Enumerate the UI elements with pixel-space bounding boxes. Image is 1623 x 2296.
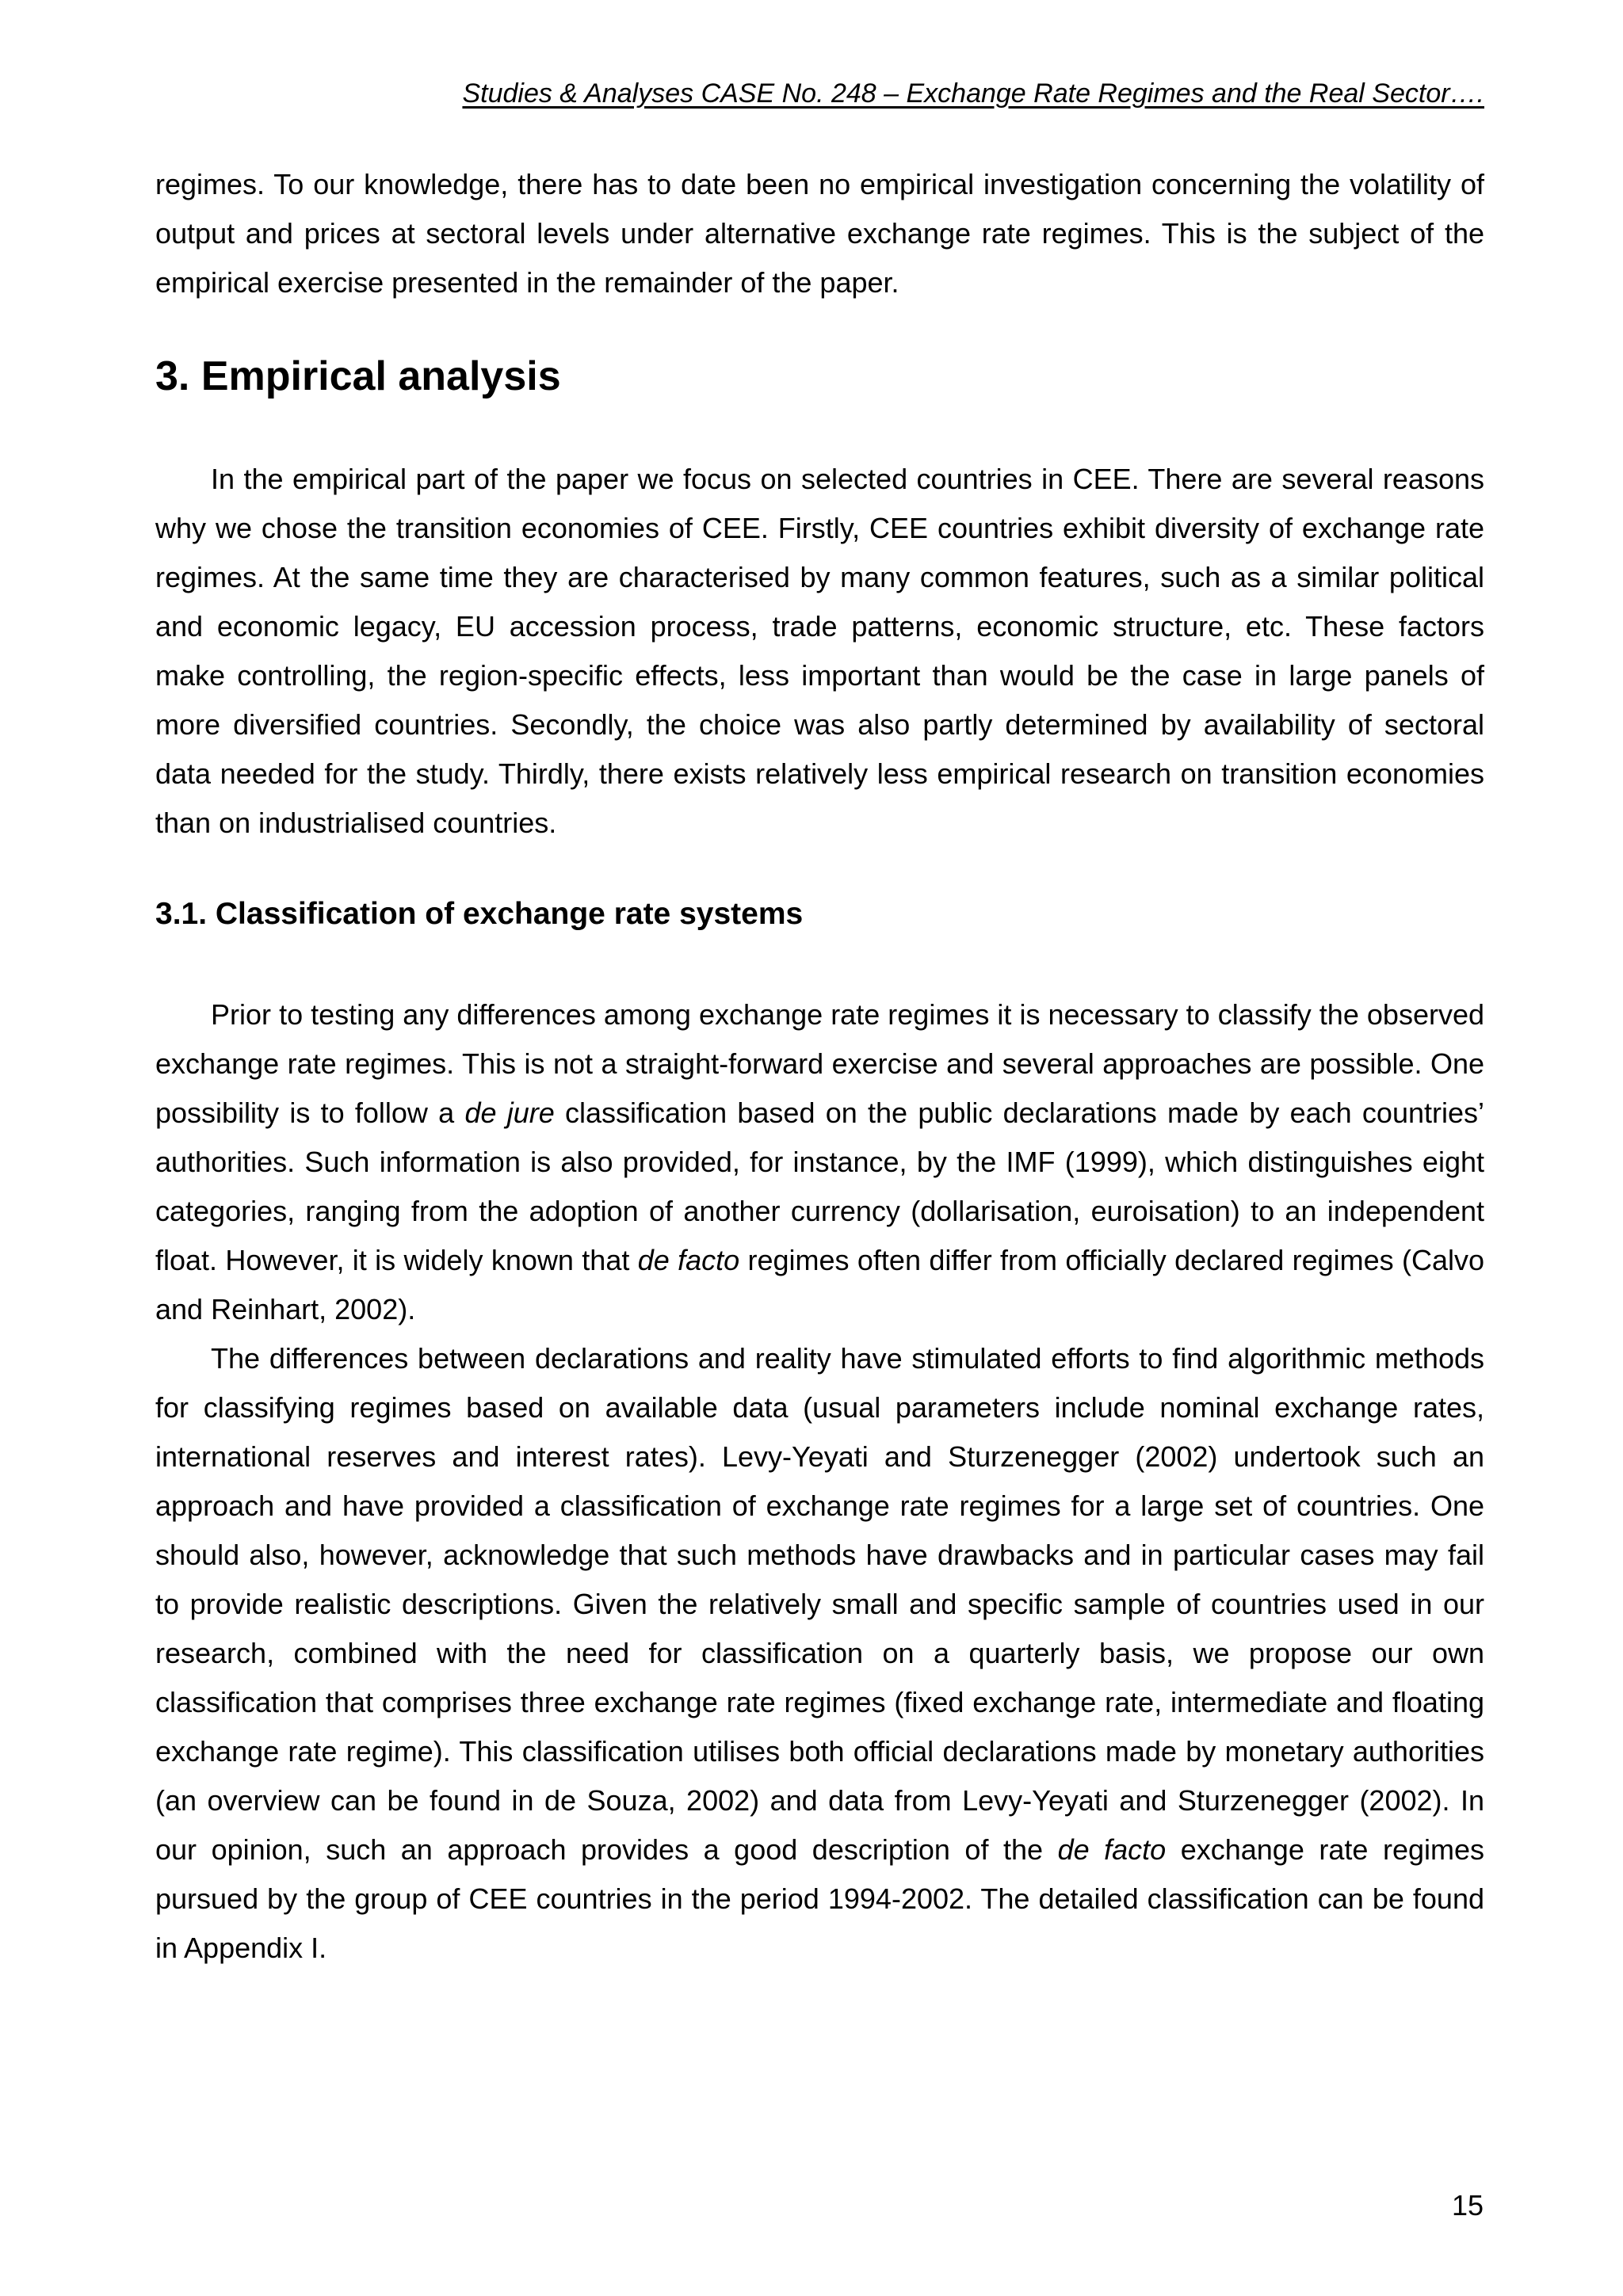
p1-emphasis-de-jure: de jure: [464, 1097, 555, 1129]
p1-text-b: classification based on the public declarations made by each countries’ authorities. Such information is also provided, for instance, by the IMF (1999), which distinguishes eight categories, ranging from the adoption of another currency (dollarisation, euroisation) to an independent float. However, it is widely known that: [155, 1097, 1485, 1276]
p2-text-a: The differences between declarations and reality have stimulated efforts to find algorithmic methods for classifying regimes based on available data (usual parameters include nominal exchange rates, international reserves and interest rates). Levy-Yeyati and Sturzenegger (2002) undertook such an approach and have provided a classification of exchange rate regimes for a large set of countries. One should also, however, acknowledge that such methods have drawbacks and in particular cases may fail to provide realistic descriptions. Given the relatively small and specific sample of countries used in our research, combined with the need for classification on a quarterly basis, we propose our own classification that comprises three exchange rate regimes (fixed exchange rate, intermediate and floating exchange rate regime). This classification utilises both official declarations made by monetary authorities (an overview can be found in de Souza, 2002) and data from Levy-Yeyati and Sturzenegger (2002). In our opinion, such an approach provides a good description of the: [155, 1342, 1484, 1866]
p1-text-a: Prior to testing any differences among exchange rate regimes it is necessary to classify the observed exchange rate regimes. This is not a straight-forward exercise and several approaches are possible. One possibility is to follow a: [155, 998, 1484, 1129]
subsection-body: [155, 990, 1484, 1973]
p2-emphasis-de-facto: de facto: [1057, 1833, 1167, 1866]
p2-text-b: exchange rate regimes pursued by the group of CEE countries in the period 1994-2002. The detailed classification can be found in Appendix I.: [155, 1833, 1484, 1964]
subsection-heading: 3.1. Classification of exchange rate systems: [155, 897, 804, 931]
subsection-paragraph-1: [155, 990, 1484, 1334]
page-number: 15: [1451, 2189, 1484, 2222]
p1-text-c: regimes often differ from officially declared regimes (Calvo and Reinhart, 2002).: [155, 1244, 1484, 1325]
section-paragraph: In the empirical part of the paper we focus on selected countries in CEE. There are several reasons why we chose the transition economies of CEE. Firstly, CEE countries exhibit diversity of exchange rate regimes. At the same time they are characterised by many common features, such as a similar political and economic legacy, EU accession process, trade patterns, economic structure, etc. These factors make controlling, the region-specific effects, less important than would be the case in large panels of more diversified countries. Secondly, the choice was also partly determined by availability of sectoral data needed for the study. Thirdly, there exists relatively less empirical research on transition economies than on industrialised countries.: [155, 463, 1484, 839]
section-paragraph-block: [155, 455, 1484, 848]
section-heading: 3. Empirical analysis: [155, 353, 561, 399]
p1-emphasis-de-facto: de facto: [637, 1244, 740, 1276]
subsection-paragraph-2: [155, 1334, 1484, 1973]
running-header: Studies & Analyses CASE No. 248 – Exchange Rate Regimes and the Real Sector….: [462, 78, 1484, 109]
intro-paragraph-block: [155, 160, 1484, 307]
intro-paragraph: regimes. To our knowledge, there has to date been no empirical investigation concerning the volatility of output and prices at sectoral levels under alternative exchange rate regimes. This is the subject of the empirical exercise presented in the remainder of the paper.: [155, 168, 1484, 299]
